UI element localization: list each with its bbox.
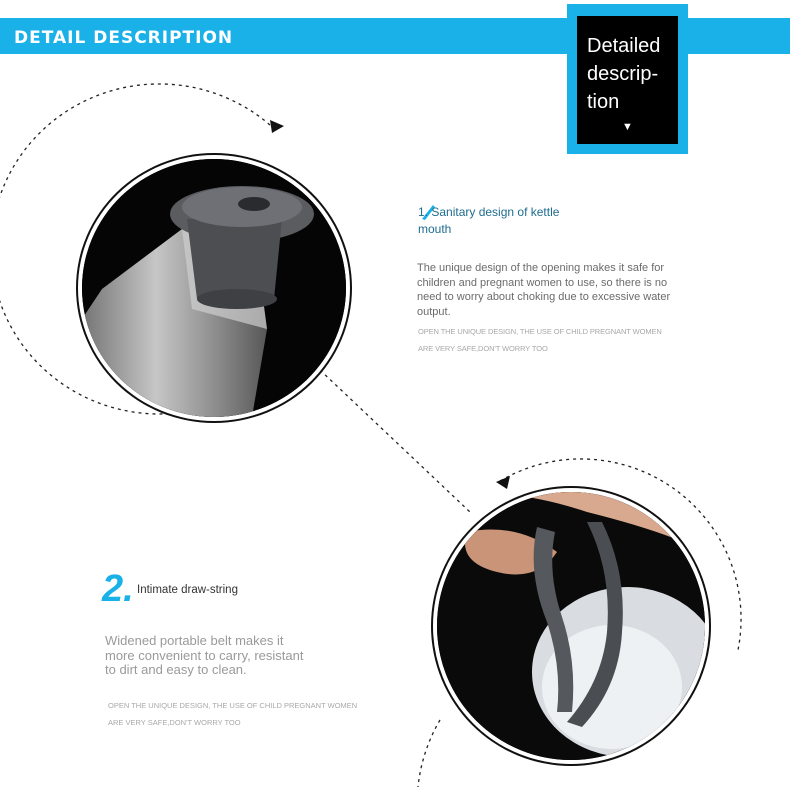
feature-1-title: 1. Sanitary design of kettle mouth — [418, 205, 560, 236]
feature-2-english-note: OPEN THE UNIQUE DESIGN, THE USE OF CHILD PREGNANT WOMEN ARE VERY SAFE,DON'T WORRY TOO — [108, 701, 358, 727]
triangle-down-icon: ▼ — [622, 121, 633, 133]
feature-2-number: 2. — [102, 568, 134, 610]
drawstring-image — [433, 488, 709, 764]
page-title: DETAIL DESCRIPTION — [14, 28, 234, 48]
kettle-mouth-image — [78, 155, 350, 421]
feature-2-title: Intimate draw-string — [137, 584, 238, 596]
drawstring-illustration — [437, 492, 705, 760]
detail-tag-label: Detailed descrip- tion — [587, 35, 661, 113]
detail-tag — [577, 16, 678, 144]
kettle-mouth-illustration — [82, 159, 346, 417]
feature-2-description: Widened portable belt makes it more convenient to carry, resistant to dirt and easy to clean. — [105, 633, 304, 677]
feature-1-description: The unique design of the opening makes it safe for children and pregnant women to use, so there is no need to worry about choking due to excessive water output. — [417, 262, 671, 318]
feature-1-english-note: OPEN THE UNIQUE DESIGN, THE USE OF CHILD PREGNANT WOMEN ARE VERY SAFE,DON'T WORRY TOO — [418, 327, 662, 353]
